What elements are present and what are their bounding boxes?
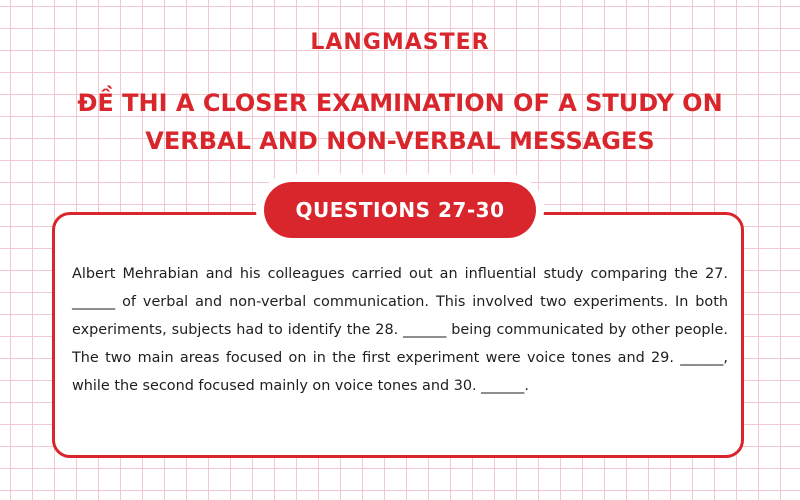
page-title [20, 84, 780, 160]
passage-text: Albert Mehrabian and his colleagues carried out an influential study comparing the 27. ______ of verbal and non-verbal communication. This involved two experiments. In both experiments, subjects had to identify the 28. ______ being communicated by other people. The two main areas focused on in the first experiment were voice tones and 29. ______, while the second focused mainly on voice tones and 30. ______. [72, 266, 728, 394]
page-title-line-2: VERBAL AND NON-VERBAL MESSAGES [145, 127, 655, 155]
questions-label-badge: QUESTIONS 27-30 [264, 182, 536, 238]
brand-logo: LANGMASTER [310, 30, 490, 55]
page-title-line-1: ĐỀ THI A CLOSER EXAMINATION OF A STUDY ON [77, 89, 723, 117]
